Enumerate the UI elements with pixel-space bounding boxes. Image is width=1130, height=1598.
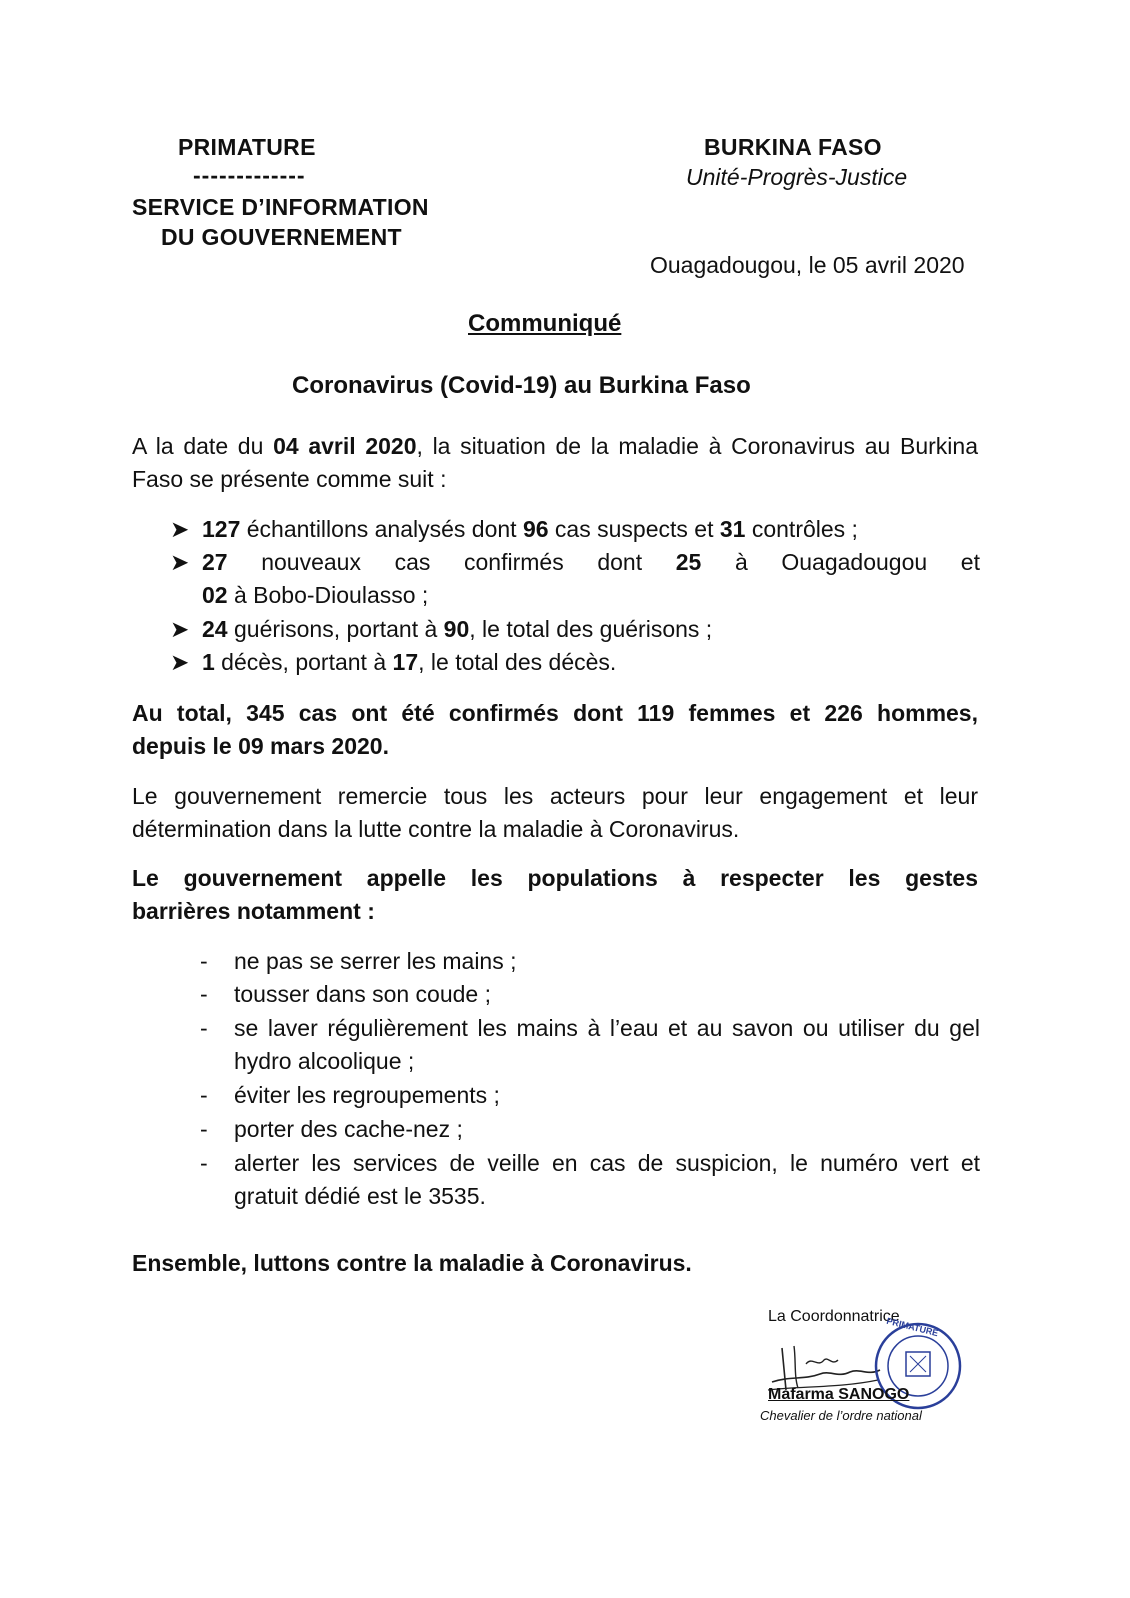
list-item bbox=[200, 978, 980, 1011]
header-motto: Unité-Progrès-Justice bbox=[686, 164, 908, 190]
page-subtitle: Coronavirus (Covid-19) au Burkina Faso bbox=[292, 372, 751, 399]
list-item bbox=[200, 1147, 980, 1213]
signatory-name: Mafarma SANOGO bbox=[768, 1386, 910, 1403]
stamp-label: PRIMATURE bbox=[885, 1315, 940, 1339]
list-item bbox=[170, 646, 980, 679]
list-item bbox=[200, 945, 980, 978]
list-item bbox=[170, 613, 980, 646]
list-item bbox=[200, 1079, 980, 1112]
page-title: Communiqué bbox=[468, 310, 622, 337]
bullet-text: , le total des décès. bbox=[418, 649, 617, 675]
list-item bbox=[200, 1012, 980, 1078]
bullet-text: nouveaux cas confirmés dont bbox=[227, 549, 676, 575]
bullet-text: , le total des guérisons ; bbox=[469, 616, 713, 642]
thanks-line-2: détermination dans la lutte contre la maladie à Coronavirus. bbox=[132, 816, 740, 842]
bullet-text: à Bobo-Dioulasso ; bbox=[227, 582, 429, 608]
header-separator: ------------- bbox=[193, 162, 306, 188]
bullet-text: contrôles ; bbox=[745, 516, 858, 542]
bullet-text: décès, portant à bbox=[214, 649, 393, 675]
bullet-number: 02 bbox=[202, 582, 228, 608]
header-country: BURKINA FASO bbox=[704, 134, 882, 160]
header-primature: PRIMATURE bbox=[178, 134, 316, 160]
intro-text-b: , la situation de la maladie à Coronavirus au Burkina bbox=[416, 433, 978, 459]
dash-bullet-icon: - bbox=[200, 1082, 208, 1108]
dash-bullet-icon: - bbox=[200, 1150, 208, 1176]
bullet-number: 127 bbox=[202, 516, 241, 542]
measure-text: porter des cache-nez ; bbox=[234, 1116, 463, 1142]
measure-text: éviter les regroupements ; bbox=[234, 1082, 500, 1108]
bullet-text: échantillons analysés dont bbox=[240, 516, 523, 542]
signatory-distinction: Chevalier de l’ordre national bbox=[760, 1408, 922, 1423]
measure-text: ne pas se serrer les mains ; bbox=[234, 948, 517, 974]
intro-line-2: Faso se présente comme suit : bbox=[132, 466, 447, 492]
bullet-number: 24 bbox=[202, 616, 228, 642]
bullet-number: 31 bbox=[719, 516, 746, 542]
arrow-bullet-icon: ➤ bbox=[170, 516, 190, 542]
dash-bullet-icon: - bbox=[200, 1015, 208, 1041]
intro-date: 04 avril 2020 bbox=[273, 433, 417, 459]
measure-text: hydro alcoolique ; bbox=[234, 1048, 415, 1074]
bullet-text: à Ouagadougou et bbox=[701, 549, 980, 575]
signature-block bbox=[760, 1300, 990, 1440]
measure-text: se laver régulièrement les mains à l’eau et au savon ou utiliser du gel bbox=[234, 1015, 980, 1041]
bullet-number: 27 bbox=[202, 549, 228, 575]
signature-role: La Coordonnatrice bbox=[768, 1308, 900, 1325]
arrow-bullet-icon: ➤ bbox=[170, 549, 190, 575]
appeal-line-2: barrières notamment : bbox=[132, 898, 375, 924]
total-line-1: Au total, 345 cas ont été confirmés dont 119 femmes et 226 hommes, bbox=[132, 700, 978, 726]
header-gouvernement: DU GOUVERNEMENT bbox=[161, 224, 402, 250]
bullet-number: 1 bbox=[202, 649, 215, 675]
closing-line: Ensemble, luttons contre la maladie à Coronavirus. bbox=[132, 1250, 692, 1276]
bullet-text: cas suspects et bbox=[548, 516, 720, 542]
intro-text-a: A la date du bbox=[132, 433, 274, 459]
dash-bullet-icon: - bbox=[200, 948, 208, 974]
thanks-line-1: Le gouvernement remercie tous les acteurs pour leur engagement et leur bbox=[132, 783, 978, 809]
arrow-bullet-icon: ➤ bbox=[170, 649, 190, 675]
list-item bbox=[200, 1113, 980, 1146]
list-item bbox=[170, 513, 980, 546]
header-service: SERVICE D’INFORMATION bbox=[132, 194, 429, 220]
date-line: Ouagadougou, le 05 avril 2020 bbox=[650, 252, 965, 278]
bullet-text: guérisons, portant à bbox=[227, 616, 444, 642]
list-item bbox=[170, 546, 980, 612]
bullet-number: 25 bbox=[675, 549, 702, 575]
bullet-number: 90 bbox=[443, 616, 470, 642]
intro-line-1 bbox=[132, 430, 978, 463]
measure-text: tousser dans son coude ; bbox=[234, 981, 491, 1007]
bullet-number: 96 bbox=[522, 516, 549, 542]
dash-bullet-icon: - bbox=[200, 1116, 208, 1142]
bullet-number: 17 bbox=[392, 649, 419, 675]
appeal-line-1: Le gouvernement appelle les populations à respecter les gestes bbox=[132, 865, 978, 891]
arrow-bullet-icon: ➤ bbox=[170, 616, 190, 642]
measure-text: gratuit dédié est le 3535. bbox=[234, 1183, 486, 1209]
total-line-2: depuis le 09 mars 2020. bbox=[132, 733, 389, 759]
measure-text: alerter les services de veille en cas de suspicion, le numéro vert et bbox=[234, 1150, 980, 1176]
dash-bullet-icon: - bbox=[200, 981, 208, 1007]
